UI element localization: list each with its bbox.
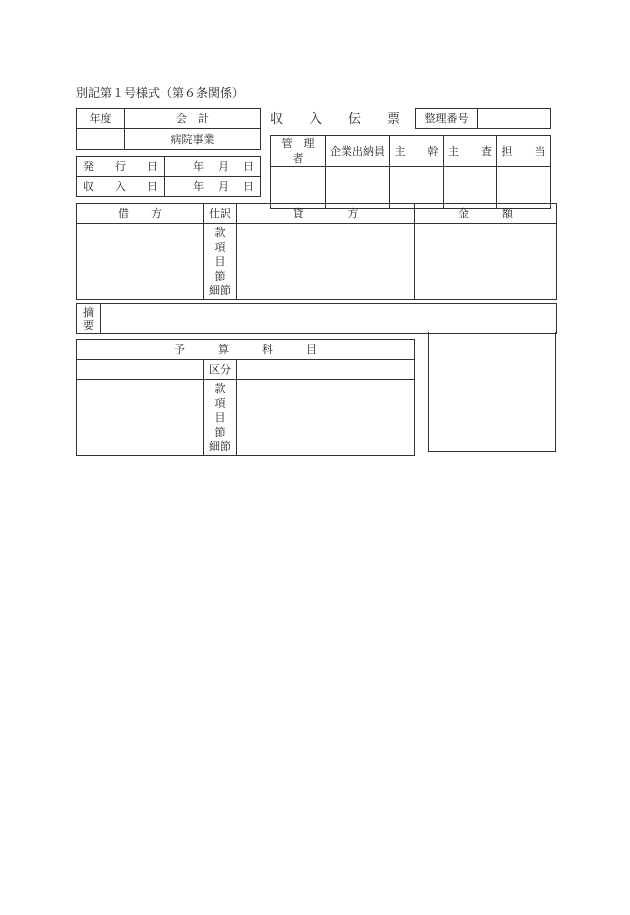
budget-kubun-left-field[interactable] xyxy=(77,360,204,380)
level-kan: 款 xyxy=(214,226,226,239)
shiwake-header: 仕訳 xyxy=(204,204,237,224)
level-setsu: 節 xyxy=(214,425,226,439)
form-title: 別記第１号様式（第６条関係） xyxy=(76,86,245,100)
voucher-title-char-4: 票 xyxy=(386,112,400,127)
remarks-box[interactable] xyxy=(428,332,556,452)
day-label: 日 xyxy=(243,160,254,173)
nendo-value[interactable] xyxy=(77,129,125,150)
budget-kubun-right-field[interactable] xyxy=(237,360,415,380)
seiri-label: 整理番号 xyxy=(416,109,478,129)
tekiyo-label xyxy=(77,304,101,334)
approval-header-shusa: 主 査 xyxy=(444,136,497,167)
approval-header-suitoin: 企業出納員 xyxy=(326,136,390,167)
tekiyo-field[interactable] xyxy=(101,304,557,334)
shunyu-char-2: 入 xyxy=(115,180,126,193)
voucher-title-char-1: 収 xyxy=(270,112,284,127)
kingaku-header: 金 額 xyxy=(415,204,557,224)
kubun-label: 区分 xyxy=(204,360,237,380)
approval-header-shukan: 主 幹 xyxy=(390,136,444,167)
level-setsu: 節 xyxy=(214,269,226,283)
level-saisetsu: 細節 xyxy=(209,440,231,453)
budget-left-field[interactable] xyxy=(77,380,204,456)
budget-table xyxy=(76,339,415,456)
level-ko: 項 xyxy=(214,240,226,254)
seiri-table xyxy=(415,108,551,129)
day-label: 日 xyxy=(243,180,254,193)
kashikata-field[interactable] xyxy=(237,224,415,300)
shunyu-date-field[interactable] xyxy=(165,177,261,197)
budget-right-field[interactable] xyxy=(237,380,415,456)
kingaku-field[interactable] xyxy=(415,224,557,300)
year-label: 年 xyxy=(193,160,204,173)
hakko-label xyxy=(77,157,165,177)
approval-header-kanrisha: 管 理 者 xyxy=(271,136,326,167)
tekiyo-char-2: 要 xyxy=(83,318,94,332)
shunyu-label xyxy=(77,177,165,197)
month-label: 月 xyxy=(218,180,229,193)
shunyu-char-1: 収 xyxy=(83,180,94,193)
level-moku: 目 xyxy=(214,255,226,268)
level-ko: 項 xyxy=(214,396,226,410)
voucher-title xyxy=(270,108,400,127)
hakko-char-2: 行 xyxy=(115,160,126,173)
business-label: 病院事業 xyxy=(125,129,261,150)
level-saisetsu: 細節 xyxy=(209,284,231,297)
year-label: 年 xyxy=(193,180,204,193)
approval-header-tanto: 担 当 xyxy=(497,136,551,167)
hakko-char-3: 日 xyxy=(147,160,158,173)
tekiyo-char-1: 摘 xyxy=(83,305,94,319)
hakko-date-field[interactable] xyxy=(165,157,261,177)
budget-levels xyxy=(204,380,237,456)
kaikei-label: 会 計 xyxy=(125,109,261,129)
date-table xyxy=(76,156,261,197)
karikata-field[interactable] xyxy=(77,224,204,300)
level-moku: 目 xyxy=(214,411,226,424)
karikata-header: 借 方 xyxy=(77,204,204,224)
month-label: 月 xyxy=(218,160,229,173)
voucher-title-char-3: 伝 xyxy=(347,112,361,127)
voucher-title-char-2: 入 xyxy=(308,112,322,127)
hakko-char-1: 発 xyxy=(83,160,94,173)
seiri-value-field[interactable] xyxy=(478,109,551,129)
shiwake-levels xyxy=(204,224,237,300)
budget-title: 予 算 科 目 xyxy=(77,340,415,360)
nendo-label: 年度 xyxy=(77,109,125,129)
entry-table xyxy=(76,203,557,300)
level-kan: 款 xyxy=(214,382,226,395)
approval-table xyxy=(270,135,551,209)
kashikata-header: 貸 方 xyxy=(237,204,415,224)
fiscal-year-table xyxy=(76,108,261,150)
tekiyo-table xyxy=(76,303,557,334)
shunyu-char-3: 日 xyxy=(147,180,158,193)
